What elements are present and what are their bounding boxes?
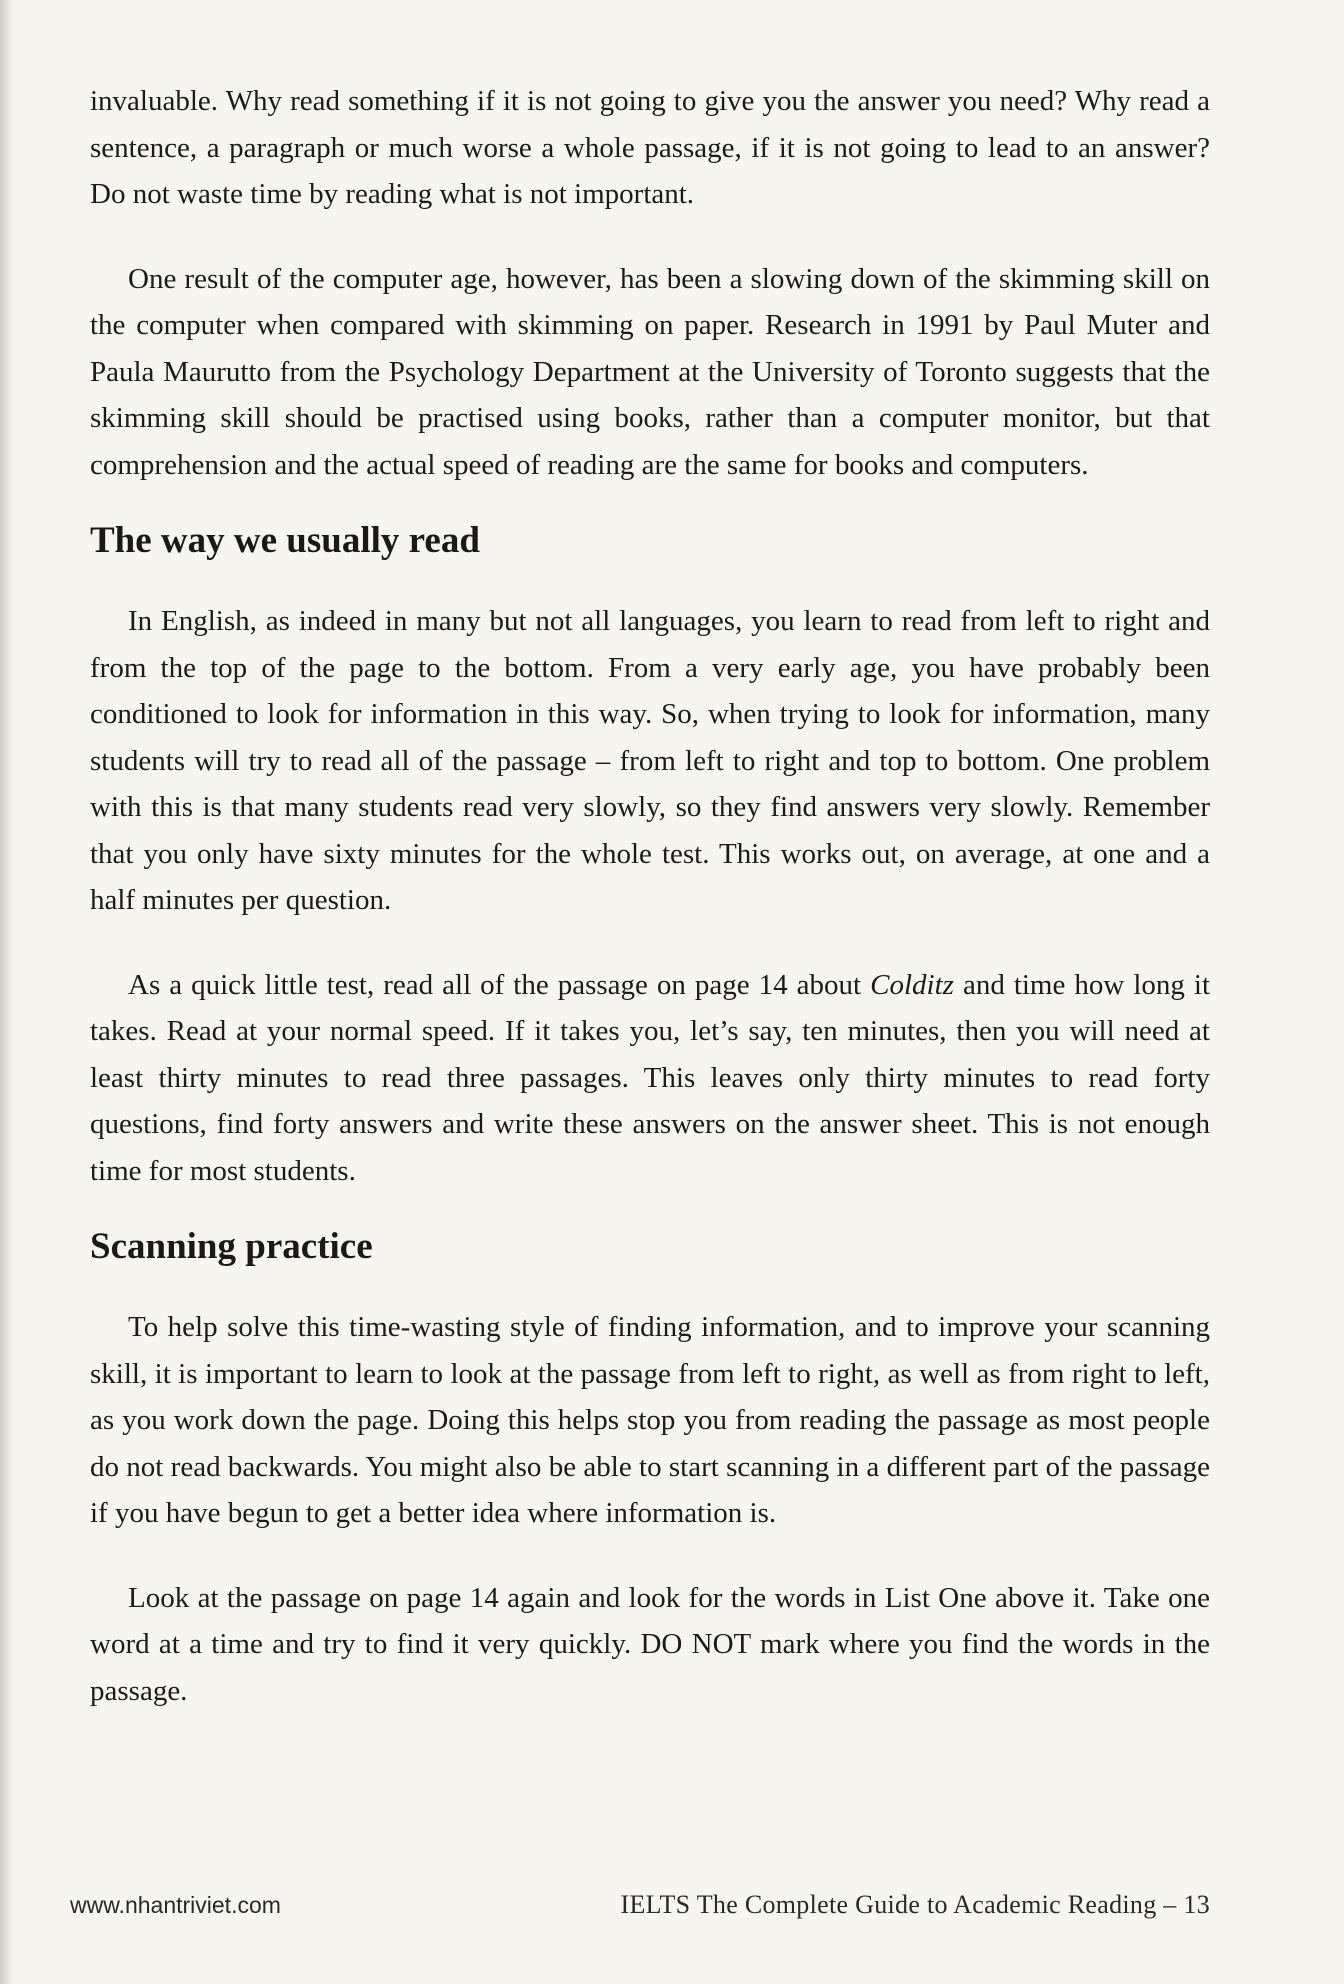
quick-test-text-start: As a quick little test, read all of the passage on page 14 about: [128, 968, 871, 1001]
paragraph-gap: [90, 1537, 1210, 1575]
section-heading-scanning-practice: Scanning practice: [90, 1226, 373, 1267]
paragraph-gap: [90, 924, 1210, 962]
book-page: [90, 78, 1210, 1714]
paragraph-intro-continued: invaluable. Why read something if it is not going to give you the answer you need? Why read a sentence, a paragraph or much worse a whole passage, if it is not going to lead to an answer? Do not waste time by reading what is not important.: [90, 85, 1210, 210]
page-edge-shadow: [0, 0, 14, 1984]
footer-book-title-page-number: IELTS The Complete Guide to Academic Reading – 13: [620, 1890, 1210, 1919]
footer-website-url: www.nhantriviet.com: [70, 1892, 281, 1918]
paragraph-computer-age: One result of the computer age, however, has been a slowing down of the skimming skill on the computer when compared with skimming on paper. Research in 1991 by Paul Muter and Paula Maurutto from the Psychology Department at the University of Toronto suggests that the skimming skill should be practised using books, rather than a computer monitor, but that comprehension and the actual speed of reading are the same for books and computers.: [90, 262, 1210, 481]
section-heading-way-we-read: The way we usually read: [90, 520, 480, 561]
paragraph-reading-direction: In English, as indeed in many but not all languages, you learn to read from left to right and from the top of the page to the bottom. From a very early age, you have probably been conditioned to look for information in this way. So, when trying to look for information, many students will try to read all of the passage – from left to right and top to bottom. One problem with this is that many students read very slowly, so they find answers very slowly. Remember that you only have sixty minutes for the whole test. This works out, on average, at one and a half minutes per question.: [90, 605, 1210, 916]
paragraph-scanning-skill: To help solve this time-wasting style of finding information, and to improve your scanning skill, it is important to learn to look at the passage from left to right, as well as from right to left, as you work down the page. Doing this helps stop you from reading the passage as most people do not read backwards. You might also be able to start scanning in a different part of the passage if you have begun to get a better idea where information is.: [90, 1311, 1210, 1529]
paragraph-quick-test: [90, 962, 1210, 1195]
paragraph-list-one-instruction: Look at the passage on page 14 again and look for the words in List One above it. Take one word at a time and try to find it very quickly. DO NOT mark where you find the words in the passage.: [90, 1581, 1210, 1707]
paragraph-gap: [90, 218, 1210, 256]
colditz-title: Colditz: [870, 968, 954, 1001]
page-footer: [70, 1888, 1210, 1928]
quick-test-text-end: and time how long it takes. Read at your normal speed. If it takes you, let’s say, ten minutes, then you will need at least thirty minutes to read three passages. This leaves only thirty minutes to read forty questions, find forty answers and write these answers on the answer sheet. This is not enough time for most students.: [90, 968, 1210, 1187]
